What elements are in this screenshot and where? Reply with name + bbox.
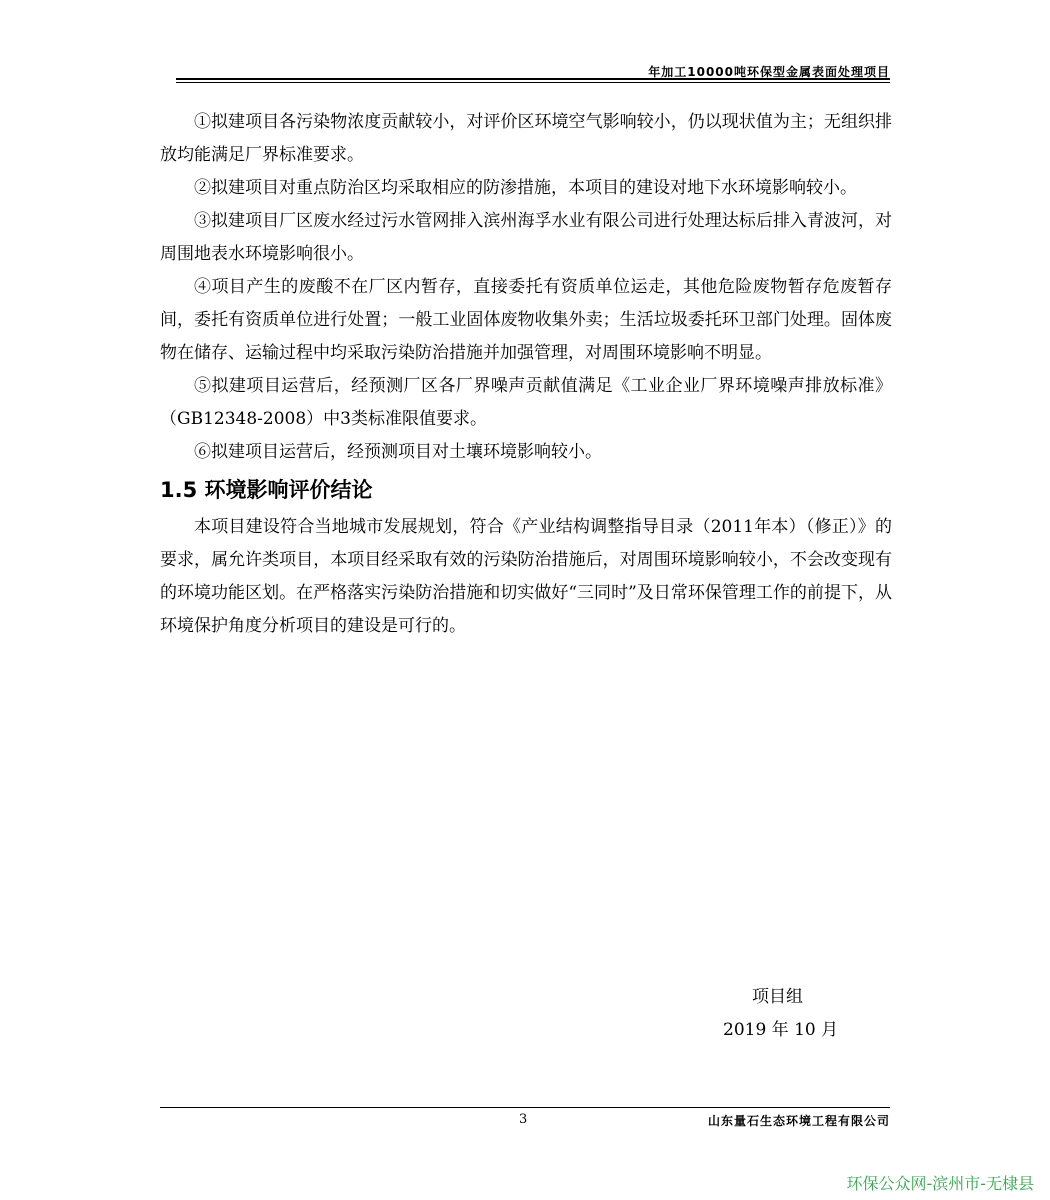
paragraph-surface-water: ③拟建项目厂区废水经过污水管网排入滨州海孚水业有限公司进行处理达标后排入青波河，对周围地表水环境影响很小。 — [160, 211, 892, 264]
document-body — [160, 106, 892, 643]
paragraph-groundwater: ②拟建项目对重点防治区均采取相应的防渗措施，本项目的建设对地下水环境影响较小。 — [194, 178, 857, 198]
site-watermark: 环保公众网-滨州市-无棣县 — [846, 1174, 1034, 1193]
paragraph-soil: ⑥拟建项目运营后，经预测项目对土壤环境影响较小。 — [194, 442, 602, 462]
signature-org: 项目组 — [752, 987, 803, 1007]
header-rule — [176, 78, 890, 80]
paragraph-air: ①拟建项目各污染物浓度贡献较小，对评价区环境空气影响较小，仍以现状值为主；无组织排放均能满足厂界标准要求。 — [160, 112, 892, 165]
header-rule-thin — [176, 82, 890, 83]
signature-date: 2019 年 10 月 — [723, 1020, 839, 1040]
section-heading: 1.5 环境影响评价结论 — [160, 478, 373, 502]
paragraph-noise: ⑤拟建项目运营后，经预测厂区各厂界噪声贡献值满足《工业企业厂界环境噪声排放标准》（GB12348-2008）中3类标准限值要求。 — [160, 376, 892, 429]
page-number: 3 — [519, 1112, 528, 1127]
footer-company: 山东量石生态环境工程有限公司 — [707, 1114, 890, 1128]
paragraph-conclusion: 本项目建设符合当地城市发展规划，符合《产业结构调整指导目录（2011年本）（修正）》的要求，属允许类项目，本项目经采取有效的污染防治措施后，对周围环境影响较小，不会改变现有的环境功能区划。在严格落实污染防治措施和切实做好“三同时”及日常环保管理工作的前提下，从环境保护角度分析项目的建设是可行的。 — [160, 517, 892, 636]
running-header-title: 年加工10000吨环保型金属表面处理项目 — [648, 65, 890, 79]
paragraph-solid-waste: ④项目产生的废酸不在厂区内暂存，直接委托有资质单位运走，其他危险废物暂存危废暂存间，委托有资质单位进行处置；一般工业固体废物收集外卖；生活垃圾委托环卫部门处理。固体废物在储存、运输过程中均采取污染防治措施并加强管理，对周围环境影响不明显。 — [160, 277, 892, 363]
footer-rule — [160, 1107, 890, 1108]
